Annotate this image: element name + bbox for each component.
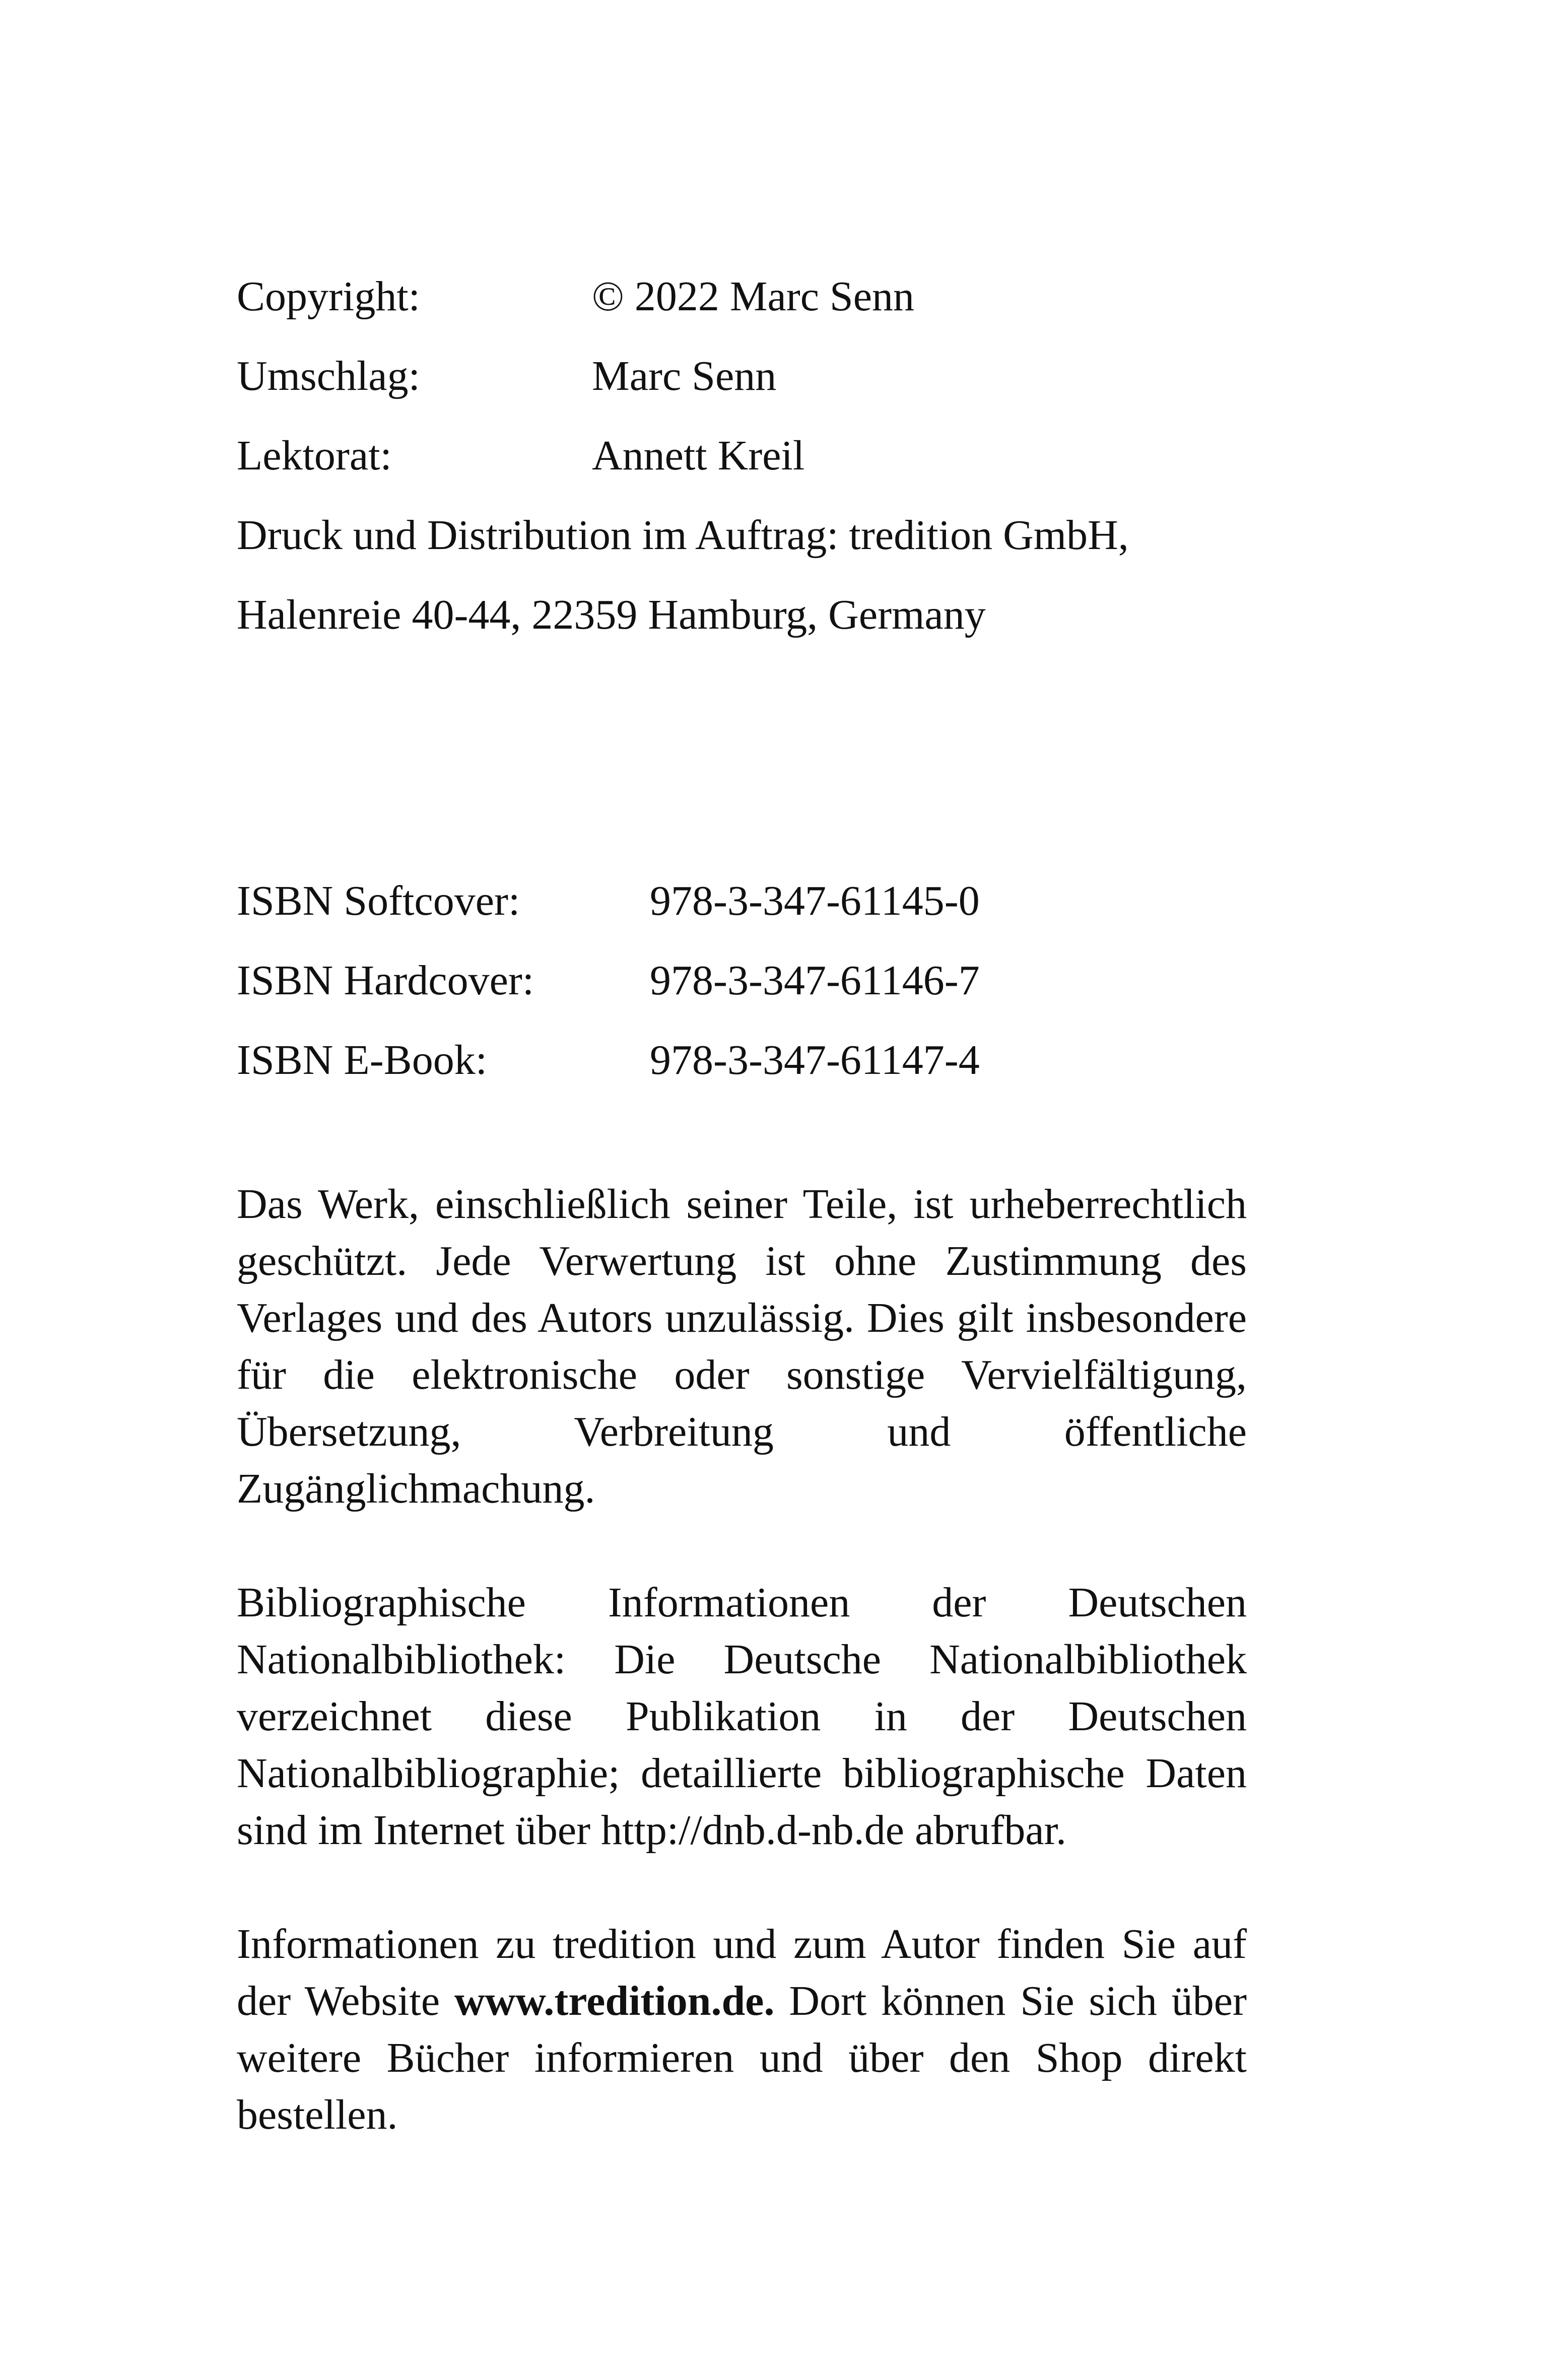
imprint-content [237, 257, 1247, 2143]
cover-value: Marc Senn [592, 353, 777, 399]
editing-value: Annett Kreil [592, 432, 805, 479]
isbn-ebook-row [237, 1021, 1247, 1100]
isbn-softcover-row [237, 861, 1247, 941]
publisher-website-link: www.tredition.de. [454, 1978, 775, 2024]
editing-label: Lektorat: [237, 432, 392, 479]
publisher-info-paragraph [237, 1916, 1247, 2143]
copyright-label: Copyright: [237, 273, 421, 320]
isbn-hardcover-row [237, 941, 1247, 1021]
editing-row [237, 416, 1247, 496]
dnb-notice-paragraph: Bibliographische Informationen der Deutschen Nationalbibliothek: Die Deutsche Nationalbibliothek verzeichnet diese Publikation in der Deutschen Nationalbibliographie; detaillierte bibliographische Daten sind im Internet über http://dnb.d-nb.de abrufbar. [237, 1579, 1247, 1854]
isbn-ebook-label: ISBN E-Book: [237, 1037, 488, 1083]
copyright-value: © 2022 Marc Senn [592, 273, 915, 320]
isbn-ebook-value: 978-3-347-61147-4 [650, 1037, 980, 1083]
cover-label: Umschlag: [237, 353, 420, 399]
isbn-softcover-label: ISBN Softcover: [237, 877, 520, 924]
publisher-info-text-before: Informationen zu tredition und zum Autor finden Sie auf der Website [237, 1921, 1247, 2024]
imprint-block [237, 257, 1247, 781]
cover-row [237, 336, 1247, 416]
publisher-address-text: Halenreie 40-44, 22359 Hamburg, Germany [237, 591, 986, 638]
isbn-block [237, 861, 1247, 1100]
publisher-info-text-after: Dort können Sie sich über weitere Bücher informieren und über den Shop direkt bestellen. [237, 1978, 1247, 2138]
isbn-hardcover-label: ISBN Hardcover: [237, 957, 534, 1004]
copyright-notice-paragraph: Das Werk, einschließlich seiner Teile, ist urheberrechtlich geschützt. Jede Verwertung ist ohne Zustimmung des Verlages und des Autors unzulässig. Dies gilt insbesondere für die elektronische oder sonstige Vervielfältigung, Übersetzung, Verbreitung und öffentliche Zugänglichmachung. [237, 1181, 1247, 1512]
print-distribution-row [237, 496, 1247, 575]
isbn-softcover-value: 978-3-347-61145-0 [650, 877, 980, 924]
isbn-hardcover-value: 978-3-347-61146-7 [650, 957, 980, 1004]
print-distribution-text: Druck und Distribution im Auftrag: tredition GmbH, [237, 512, 1129, 559]
publisher-address-row [237, 575, 1247, 655]
copyright-row [237, 257, 1247, 336]
